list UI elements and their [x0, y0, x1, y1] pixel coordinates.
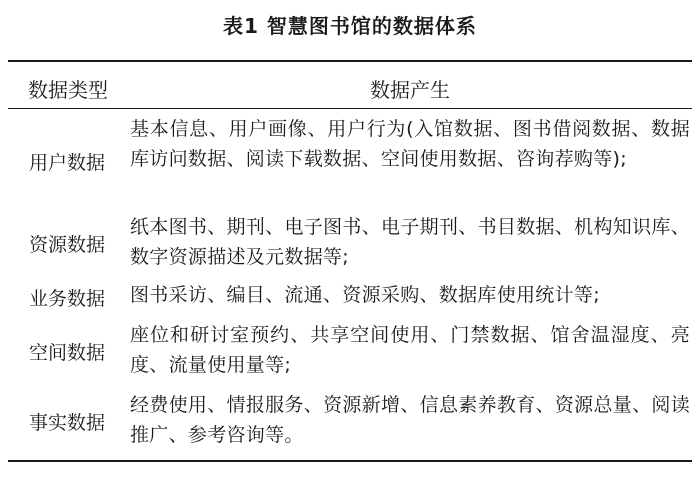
- row-generation-cell: 基本信息、用户画像、用户行为(入馆数据、图书借阅数据、数据库访问数据、阅读下载数据、空间使用数据、咨询荐购等);: [130, 118, 690, 170]
- row-generation-cell: 图书采访、编目、流通、资源采购、数据库使用统计等;: [130, 284, 600, 306]
- table-header-rule: [8, 108, 692, 109]
- row-type-cell: 事实数据: [28, 412, 105, 434]
- header-data-generation: 数据产生: [370, 78, 450, 102]
- row-generation-cell: 座位和研讨室预约、共享空间使用、门禁数据、馆舍温湿度、亮度、流量使用量等;: [130, 324, 690, 376]
- header-data-type: 数据类型: [28, 78, 108, 102]
- row-type-cell: 业务数据: [28, 288, 105, 310]
- table-bottom-rule: [8, 460, 692, 462]
- row-generation-cell: 纸本图书、期刊、电子图书、电子期刊、书目数据、机构知识库、数字资源描述及元数据等;: [130, 216, 690, 268]
- table-header-row: [8, 62, 692, 108]
- row-type-cell: 空间数据: [28, 342, 105, 364]
- row-type-cell: 用户数据: [28, 152, 105, 174]
- row-type-cell: 资源数据: [28, 234, 105, 256]
- row-generation-cell: 经费使用、情报服务、资源新增、信息素养教育、资源总量、阅读推广、参考咨询等。: [130, 394, 690, 446]
- table-caption: 表1 智慧图书馆的数据体系: [223, 14, 477, 38]
